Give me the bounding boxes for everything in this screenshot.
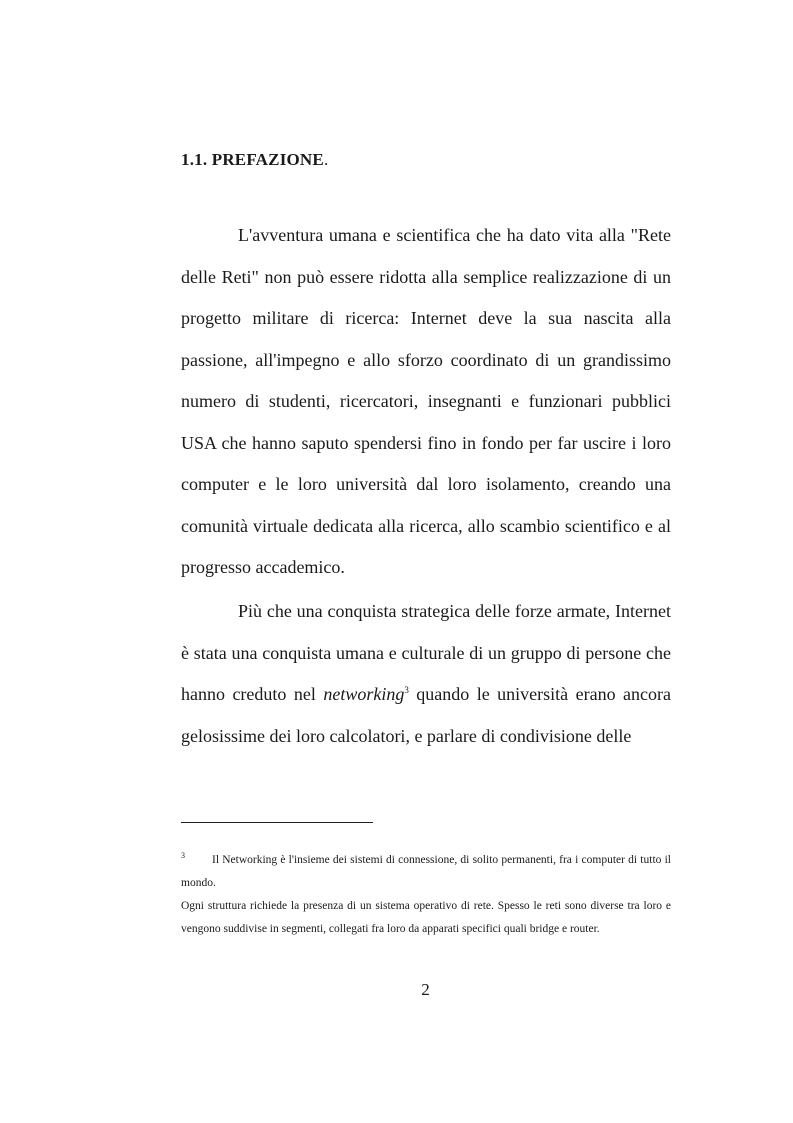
paragraph-2-end: quando le università erano ancora gelosissime dei loro calcolatori, e parlare di condivisione delle	[181, 684, 671, 746]
footnote-separator	[181, 822, 373, 823]
section-heading-period: .	[323, 150, 329, 169]
page-number: 2	[421, 980, 430, 999]
section-heading-text: 1.1. PREFAZIONE	[181, 150, 324, 169]
paragraph-2-start: Più che una conquista strategica delle forze armate, Internet è stata una conquista umana e culturale di un gruppo di persone che hanno creduto nel	[181, 601, 671, 704]
footnote-reference: 3	[404, 685, 409, 695]
footnote-line-2: Ogni struttura richiede la presenza di un sistema operativo di rete. Spesso le reti sono diverse tra loro e vengono suddivise in segmenti, collegati fra loro da apparati specifici quali bridge e router.	[181, 900, 671, 935]
paragraph-2	[181, 591, 671, 757]
footnote-3	[181, 849, 671, 895]
paragraph-1: L'avventura umana e scientifica che ha dato vita alla "Rete delle Reti" non può essere ridotta alla semplice realizzazione di un progetto militare di ricerca: Internet deve la sua nascita alla passione, all'impegno e allo sforzo coordinato di un grandissimo numero di studenti, ricercatori, insegnanti e funzionari pubblici USA che hanno saputo spendersi fino in fondo per far uscire i loro computer e le loro università dal loro isolamento, creando una comunità virtuale dedicata alla ricerca, allo scambio scientifico e al progresso accademico.	[181, 225, 671, 577]
networking-term: networking	[323, 684, 405, 704]
section-heading	[181, 150, 328, 170]
footnote-line-1: Il Networking è l'insieme dei sistemi di connessione, di solito permanenti, fra i computer di tutto il mondo.	[181, 854, 671, 889]
footnote-mark: 3	[181, 851, 185, 860]
footnote-block	[181, 849, 671, 941]
